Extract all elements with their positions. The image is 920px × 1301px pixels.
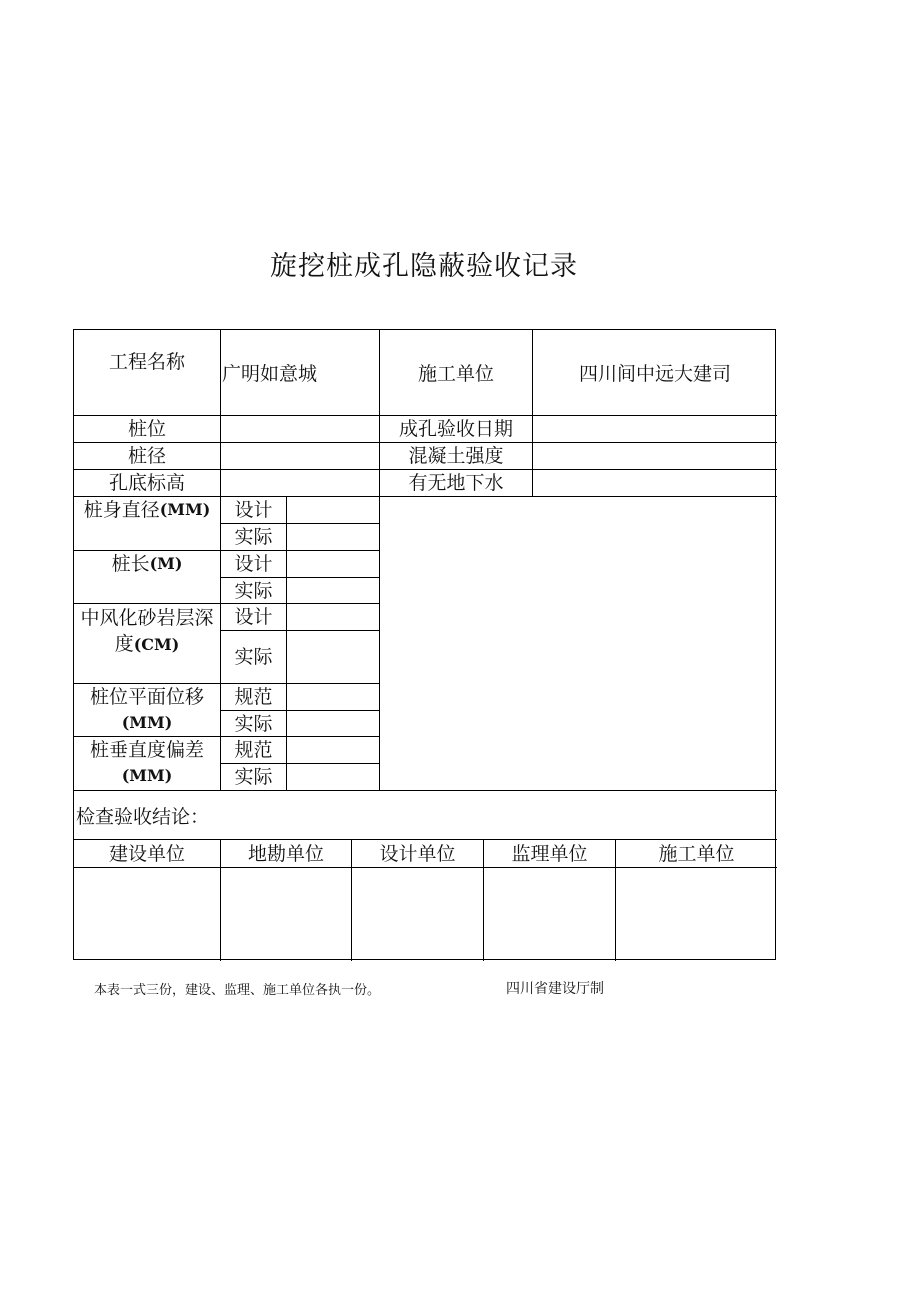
- pile-position-label: 桩位: [127, 418, 166, 440]
- pile-length-actual-value[interactable]: [287, 578, 379, 604]
- sign-survey-box[interactable]: [221, 868, 351, 960]
- sign-owner-label: 建设单位: [108, 842, 185, 865]
- plane-offset-label: 桩位平面位移 (MM): [89, 686, 204, 732]
- verticality-spec-value[interactable]: [287, 737, 379, 763]
- verticality-spec-label: 规范: [234, 739, 273, 761]
- pile-length-design-value[interactable]: [287, 551, 379, 577]
- concrete-strength-value[interactable]: [533, 443, 777, 469]
- plane-offset-spec-label: 规范: [234, 686, 273, 708]
- body-diameter-design-value[interactable]: [287, 497, 379, 523]
- project-name-label: 工程名称: [108, 351, 185, 373]
- record-form: [73, 329, 776, 960]
- hole-bottom-elevation-label: 孔底标高: [108, 472, 185, 494]
- pile-diameter-label: 桩径: [127, 445, 166, 467]
- sign-survey-label: 地勘单位: [247, 842, 324, 865]
- body-diameter-actual-value[interactable]: [287, 524, 379, 550]
- verticality-actual-value[interactable]: [287, 764, 379, 790]
- pile-length-design-label: 设计: [234, 553, 273, 575]
- sign-supervision-box[interactable]: [484, 868, 615, 960]
- builder-label: 施工单位: [417, 363, 494, 385]
- page-title: 旋挖桩成孔隐蔽验收记录: [270, 251, 578, 282]
- rock-depth-label: 中风化砂岩层深 度(CM): [80, 606, 214, 655]
- footer-note: 本表一式三份，建设、监理、施工单位各执一份。: [94, 983, 381, 998]
- plane-offset-spec-value[interactable]: [287, 684, 379, 710]
- sign-supervision-label: 监理单位: [511, 842, 588, 865]
- rock-depth-design-label: 设计: [234, 606, 273, 628]
- groundwater-label: 有无地下水: [408, 472, 504, 494]
- pile-length-label: 桩长 (M): [111, 553, 183, 575]
- project-name-value[interactable]: 广明如意城: [222, 363, 318, 385]
- sketch-area[interactable]: [380, 497, 777, 790]
- sign-design-label: 设计单位: [379, 842, 456, 865]
- plane-offset-actual-value[interactable]: [287, 711, 379, 736]
- body-diameter-label: 桩身直径 (MM): [83, 499, 211, 521]
- builder-value[interactable]: 四川间中远大建司: [578, 363, 731, 385]
- plane-offset-actual-label: 实际: [234, 712, 273, 735]
- rock-depth-design-value[interactable]: [287, 604, 379, 630]
- groundwater-value[interactable]: [533, 470, 777, 496]
- acceptance-date-label: 成孔验收日期: [398, 418, 513, 440]
- rock-depth-actual-label: 实际: [234, 646, 273, 668]
- concrete-strength-label: 混凝土强度: [408, 445, 504, 467]
- body-diameter-design-label: 设计: [234, 499, 273, 521]
- sign-construction-label: 施工单位: [658, 842, 735, 865]
- rock-depth-actual-value[interactable]: [287, 631, 379, 683]
- conclusion-label: 检查验收结论：: [76, 806, 210, 828]
- body-diameter-actual-label: 实际: [234, 526, 273, 548]
- pile-length-actual-label: 实际: [234, 580, 273, 602]
- sign-design-box[interactable]: [352, 868, 483, 960]
- pile-position-value[interactable]: [221, 416, 379, 442]
- verticality-actual-label: 实际: [234, 766, 273, 788]
- acceptance-date-value[interactable]: [533, 416, 777, 442]
- pile-diameter-value[interactable]: [221, 443, 379, 469]
- footer-issuer: 四川省建设厅制: [506, 981, 604, 997]
- sign-construction-box[interactable]: [616, 868, 777, 960]
- verticality-label: 桩垂直度偏差 (MM): [89, 739, 204, 785]
- hole-bottom-elevation-value[interactable]: [221, 470, 379, 496]
- sign-owner-box[interactable]: [74, 868, 220, 960]
